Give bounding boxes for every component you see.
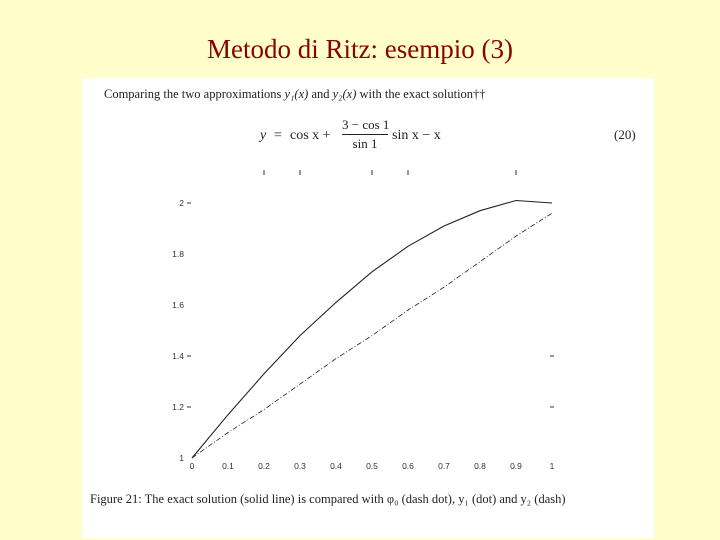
x-tick-label: 0.1 xyxy=(222,461,234,471)
x-tick-label: 0.6 xyxy=(402,461,414,471)
intro-y2: y₂(x) xyxy=(332,87,357,101)
fraction-denominator: sin 1 xyxy=(352,136,378,151)
intro-y1: y₁(x) xyxy=(284,87,309,101)
x-tick-label: 0.3 xyxy=(294,461,306,471)
fraction-numerator: 3 − cos 1 xyxy=(342,117,388,135)
slide-title: Metodo di Ritz: esempio (3) xyxy=(207,34,513,64)
intro-after: with the exact solution†† xyxy=(356,87,486,101)
figure-caption: Figure 21: The exact solution (solid line) is compared with φ₀ (dash dot), y₁ (dot) and y₂ (dash) xyxy=(90,492,566,506)
document-panel xyxy=(82,78,654,538)
x-tick-label: 0.4 xyxy=(330,461,342,471)
intro-text xyxy=(104,87,486,102)
x-tick-label: 0 xyxy=(189,461,195,471)
y-tick-label: 1 xyxy=(179,453,184,463)
equation-fraction xyxy=(342,117,388,152)
x-tick-label: 0.7 xyxy=(438,461,450,471)
x-tick-label: 0.9 xyxy=(510,461,522,471)
x-tick-label: 0.8 xyxy=(474,461,486,471)
series-line-dash-dot xyxy=(192,213,552,458)
equation-term2: sin x − x xyxy=(392,128,441,143)
equation-number: (20) xyxy=(614,127,636,142)
equation-lhs: y xyxy=(260,128,267,143)
equation-term1: cos x + xyxy=(290,128,331,143)
x-tick-label: 0.2 xyxy=(258,461,270,471)
y-tick-label: 1.4 xyxy=(172,351,184,361)
line-chart xyxy=(82,168,654,498)
intro-mid: and xyxy=(308,87,333,101)
equation-equals: = xyxy=(274,128,282,143)
y-tick-label: 1.2 xyxy=(172,402,184,412)
intro-before: Comparing the two approximations xyxy=(104,87,285,101)
series-line-solid xyxy=(192,201,552,459)
y-tick-label: 2 xyxy=(179,198,184,208)
x-tick-label: 1 xyxy=(549,461,555,471)
y-tick-label: 1.6 xyxy=(172,300,184,310)
y-tick-label: 1.8 xyxy=(172,249,184,259)
x-tick-label: 0.5 xyxy=(366,461,378,471)
